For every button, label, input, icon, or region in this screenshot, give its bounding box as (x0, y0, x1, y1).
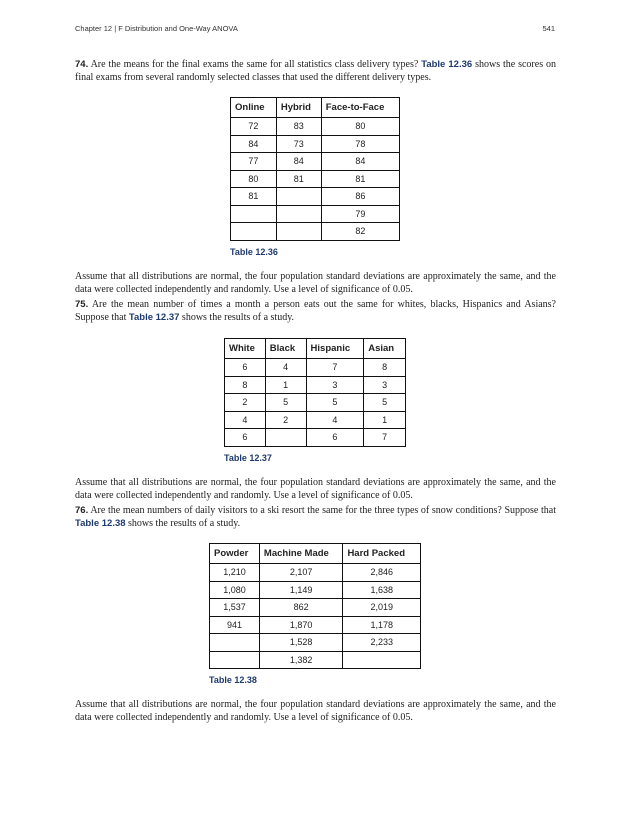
table-cell: 4 (265, 359, 306, 377)
table-cell: 2,107 (259, 564, 343, 582)
question-74 (75, 59, 556, 84)
table-cell: 2,846 (343, 564, 421, 582)
table-cell: 5 (364, 394, 406, 412)
table-cell: 2 (225, 394, 266, 412)
chapter-title: Chapter 12 | F Distribution and One-Way ANOVA (75, 24, 238, 33)
table-caption: Table 12.38 (209, 675, 257, 685)
table-row (231, 118, 400, 136)
table-cell: 862 (259, 599, 343, 617)
table-header-row (210, 544, 421, 564)
table-cell: 77 (231, 153, 277, 171)
table-12-38-container (209, 543, 421, 685)
table-cell: 1,210 (210, 564, 260, 582)
table-cell: 6 (225, 359, 266, 377)
table-12-37 (224, 338, 406, 447)
table-row (225, 411, 406, 429)
table-caption: Table 12.37 (224, 452, 272, 463)
question-76 (75, 505, 556, 530)
table-12-38 (209, 543, 421, 669)
table-cell: 2 (265, 411, 306, 429)
table-row (210, 564, 421, 582)
column-header: Asian (364, 339, 406, 359)
table-row (231, 135, 400, 153)
table-cell (210, 651, 260, 669)
assumption-75 (75, 477, 556, 502)
column-header: Hispanic (306, 339, 364, 359)
table-cell (276, 188, 321, 206)
table-12-36 (230, 97, 400, 241)
table-cell: 2,019 (343, 599, 421, 617)
table-reference-link[interactable]: Table 12.36 (421, 59, 473, 70)
table-cell: 80 (231, 170, 277, 188)
table-cell: 4 (225, 411, 266, 429)
table-reference-link[interactable]: Table 12.38 (75, 517, 126, 529)
table-cell: 1,870 (259, 616, 343, 634)
table-cell: 73 (276, 135, 321, 153)
table-cell: 1,638 (343, 581, 421, 599)
table-cell: 81 (321, 170, 399, 188)
table-cell (210, 634, 260, 652)
table-row (225, 376, 406, 394)
table-cell: 1,528 (259, 634, 343, 652)
table-cell: 4 (306, 411, 364, 429)
table-cell: 1,178 (343, 616, 421, 634)
column-header: Hard Packed (343, 544, 421, 564)
table-cell: 1,382 (259, 651, 343, 669)
table-cell: 941 (210, 616, 260, 634)
table-cell (343, 651, 421, 669)
table-row (231, 153, 400, 171)
table-cell: 3 (306, 376, 364, 394)
table-cell: 81 (276, 170, 321, 188)
column-header: Hybrid (276, 98, 321, 118)
assumption-text: Assume that all distributions are normal, the four population standard deviations are approximately the same, and the data were collected independently and randomly. Use a level of significance of 0.05. (75, 271, 556, 295)
question-75 (75, 299, 556, 324)
table-cell: 80 (321, 118, 399, 136)
table-cell (276, 223, 321, 241)
table-cell (276, 205, 321, 223)
column-header: Powder (210, 544, 260, 564)
table-cell: 1,080 (210, 581, 260, 599)
table-cell (231, 205, 277, 223)
table-cell: 86 (321, 188, 399, 206)
column-header: Face-to-Face (321, 98, 399, 118)
table-row (210, 634, 421, 652)
table-cell: 78 (321, 135, 399, 153)
question-76-text: 76. Are the mean numbers of daily visitors to a ski resort the same for the three types of snow conditions? Suppose that Table 12.38 shows the results of a study. (75, 505, 556, 529)
table-cell: 84 (276, 153, 321, 171)
table-cell: 3 (364, 376, 406, 394)
table-row (225, 429, 406, 447)
table-cell: 8 (225, 376, 266, 394)
question-number: 76. (75, 505, 89, 516)
table-header-row (231, 98, 400, 118)
column-header: Online (231, 98, 277, 118)
table-cell: 7 (306, 359, 364, 377)
page-header (75, 24, 555, 38)
column-header: White (225, 339, 266, 359)
table-header-row (225, 339, 406, 359)
assumption-76 (75, 699, 556, 724)
table-cell: 1,149 (259, 581, 343, 599)
table-caption: Table 12.36 (230, 246, 278, 257)
table-cell (265, 429, 306, 447)
table-row (231, 170, 400, 188)
assumption-text: Assume that all distributions are normal, the four population standard deviations are approximately the same, and the data were collected independently and randomly. Use a level of significance of 0.05. (75, 699, 556, 723)
table-12-36-container (230, 97, 400, 257)
page-number: 541 (542, 24, 555, 33)
table-row (210, 599, 421, 617)
table-cell: 82 (321, 223, 399, 241)
table-cell: 81 (231, 188, 277, 206)
table-cell: 6 (225, 429, 266, 447)
table-cell: 1,537 (210, 599, 260, 617)
column-header: Machine Made (259, 544, 343, 564)
table-row (210, 616, 421, 634)
table-row (210, 581, 421, 599)
table-cell: 5 (265, 394, 306, 412)
table-cell (231, 223, 277, 241)
table-cell: 1 (265, 376, 306, 394)
table-cell: 2,233 (343, 634, 421, 652)
table-12-37-container (224, 338, 406, 463)
table-cell: 84 (231, 135, 277, 153)
question-74-text: 74. Are the means for the final exams the same for all statistics class delivery types? Table 12.36 shows the scores on final exams from several randomly selected classes that used the different delivery types. (75, 59, 556, 83)
table-row (231, 223, 400, 241)
table-row (231, 205, 400, 223)
table-cell: 83 (276, 118, 321, 136)
table-cell: 72 (231, 118, 277, 136)
table-cell: 6 (306, 429, 364, 447)
assumption-74 (75, 271, 556, 296)
table-cell: 8 (364, 359, 406, 377)
table-reference-link[interactable]: Table 12.37 (128, 311, 180, 323)
table-cell: 1 (364, 411, 406, 429)
table-cell: 7 (364, 429, 406, 447)
column-header: Black (265, 339, 306, 359)
table-row (210, 651, 421, 669)
assumption-text: Assume that all distributions are normal, the four population standard deviations are approximately the same, and the data were collected independently and randomly. Use a level of significance of 0.05. (75, 477, 556, 501)
table-cell: 79 (321, 205, 399, 223)
question-number: 75. (75, 299, 89, 310)
table-row (231, 188, 400, 206)
table-row (225, 394, 406, 412)
question-75-text: 75. Are the mean number of times a month a person eats out the same for whites, blacks, Hispanics and Asians? Suppose that Table 12.37 shows the results of a study. (75, 299, 556, 323)
table-row (225, 359, 406, 377)
table-cell: 84 (321, 153, 399, 171)
question-number: 74. (75, 59, 89, 70)
table-cell: 5 (306, 394, 364, 412)
